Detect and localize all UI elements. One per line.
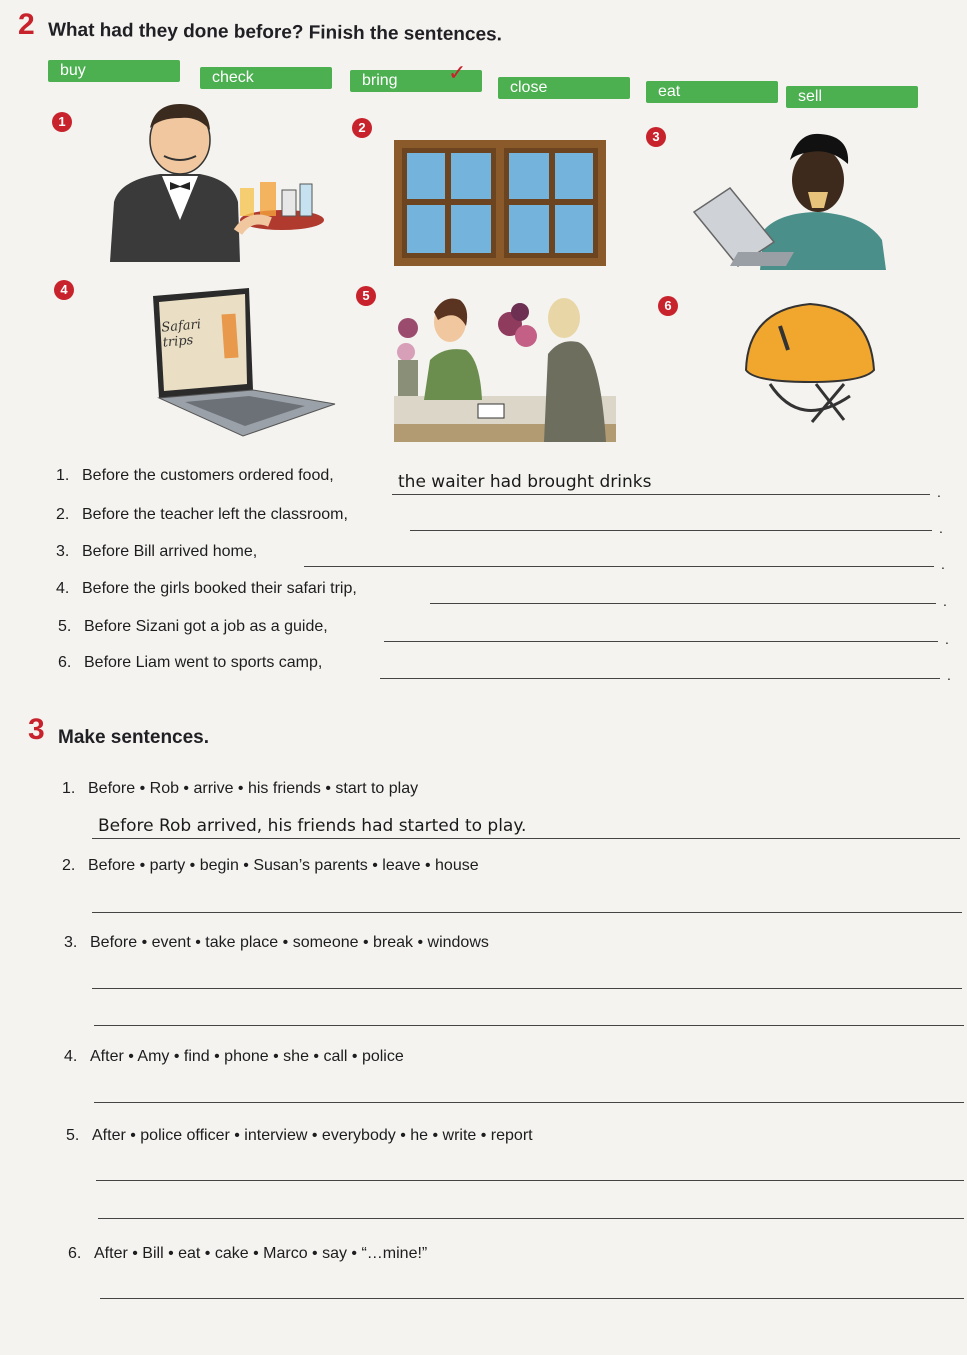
picture-number-1: 1	[52, 112, 72, 132]
ex3-item-6	[68, 1245, 427, 1263]
exercise-3-number: 3	[28, 713, 45, 746]
exercise-3-title: Make sentences.	[58, 727, 210, 748]
ex3-item-3-prompt: Before • event • take place • someone • break • windows	[90, 934, 489, 951]
ex3-item-4-number: 4.	[64, 1048, 78, 1065]
ex3-item-5-prompt: After • police officer • interview • everybody • he • write • report	[92, 1127, 533, 1144]
laptop-screen-text: Safari trips	[160, 317, 202, 351]
ex2-q2-answer-line	[410, 530, 932, 531]
ex3-item-3-line-b	[94, 1025, 964, 1026]
waiter-illustration	[100, 102, 325, 262]
ex3-item-6-prompt: After • Bill • eat • cake • Marco • say • “…mine!”	[94, 1245, 428, 1262]
exercise-2-number: 2	[18, 8, 35, 41]
ex3-item-5	[66, 1127, 533, 1145]
ex3-item-4-prompt: After • Amy • find • phone • she • call • police	[90, 1048, 404, 1065]
ex3-item-2-line	[92, 912, 962, 913]
ex3-item-3	[64, 934, 489, 952]
word-chip-bring: bring	[350, 70, 482, 92]
ex3-item-4-line	[94, 1102, 964, 1103]
ex3-item-5-line-b	[98, 1218, 964, 1219]
window-illustration	[394, 140, 606, 266]
ex2-q1-period: .	[937, 484, 941, 500]
picture-number-6: 6	[658, 296, 678, 316]
ex3-item-1-prompt: Before • Rob • arrive • his friends • start to play	[88, 780, 419, 797]
ex2-q1-text: Before the customers ordered food,	[82, 467, 334, 484]
ex2-q1-answer[interactable]: the waiter had brought drinks	[398, 472, 652, 492]
ex3-item-1-line	[92, 838, 960, 839]
ex3-item-5-number: 5.	[66, 1127, 80, 1144]
ex3-item-1-number: 1.	[62, 780, 76, 797]
word-chip-check: check	[200, 67, 332, 89]
ex2-q1-answer-line	[392, 494, 930, 495]
picture-number-3: 3	[646, 127, 666, 147]
ex2-q5-answer-line	[384, 641, 938, 642]
ex2-q3-number: 3.	[56, 543, 70, 560]
ex2-q2-text: Before the teacher left the classroom,	[82, 506, 348, 523]
picture-number-5: 5	[356, 286, 376, 306]
ex2-q6-answer-line	[380, 678, 940, 679]
ex3-item-6-number: 6.	[68, 1245, 82, 1262]
ex2-q3-answer-line	[304, 566, 934, 567]
ex2-q4-period: .	[943, 593, 947, 609]
ex2-q5-text: Before Sizani got a job as a guide,	[84, 618, 328, 635]
ex3-item-4	[64, 1048, 404, 1066]
ex2-q1-number: 1.	[56, 467, 70, 484]
ex2-question-6	[58, 654, 322, 672]
exercise-2-title: What had they done before? Finish the sentences.	[47, 19, 503, 46]
ex3-item-2-number: 2.	[62, 857, 76, 874]
picture-number-2: 2	[352, 118, 372, 138]
picture-number-4: 4	[54, 280, 74, 300]
ex3-item-1	[62, 780, 418, 798]
ex3-item-3-number: 3.	[64, 934, 78, 951]
ex2-q3-period: .	[941, 556, 945, 572]
laptop-illustration	[145, 286, 340, 438]
ex3-item-5-line-a	[96, 1180, 964, 1181]
man-eating-illustration	[690, 130, 890, 270]
ex3-item-2	[62, 857, 479, 875]
ex2-q2-number: 2.	[56, 506, 70, 523]
ex3-item-3-line-a	[92, 988, 962, 989]
ex2-q6-number: 6.	[58, 654, 72, 671]
ex2-question-2	[56, 506, 348, 524]
florist-illustration	[394, 290, 616, 442]
ex2-q3-text: Before Bill arrived home,	[82, 543, 258, 560]
ex2-q6-period: .	[947, 667, 951, 683]
ex3-item-6-line	[100, 1298, 964, 1299]
word-chip-close: close	[498, 77, 630, 99]
word-chip-sell: sell	[786, 86, 918, 108]
ex2-q4-text: Before the girls booked their safari trip,	[82, 580, 357, 597]
ex2-q5-number: 5.	[58, 618, 72, 635]
ex2-q4-number: 4.	[56, 580, 70, 597]
word-chip-eat: eat	[646, 81, 778, 103]
ex2-q5-period: .	[945, 631, 949, 647]
helmet-illustration	[740, 300, 880, 438]
ex3-item-1-answer[interactable]: Before Rob arrived, his friends had started to play.	[98, 816, 527, 836]
ex3-item-2-prompt: Before • party • begin • Susan’s parents • leave • house	[88, 857, 479, 874]
ex2-q2-period: .	[939, 520, 943, 536]
ex2-question-1	[56, 467, 334, 485]
word-chip-buy: buy	[48, 60, 180, 82]
check-mark-icon: ✓	[448, 60, 467, 85]
ex2-q6-text: Before Liam went to sports camp,	[84, 654, 323, 671]
ex2-question-3	[56, 543, 257, 561]
ex2-q4-answer-line	[430, 603, 936, 604]
ex2-question-5	[58, 618, 328, 636]
ex2-question-4	[56, 580, 357, 598]
